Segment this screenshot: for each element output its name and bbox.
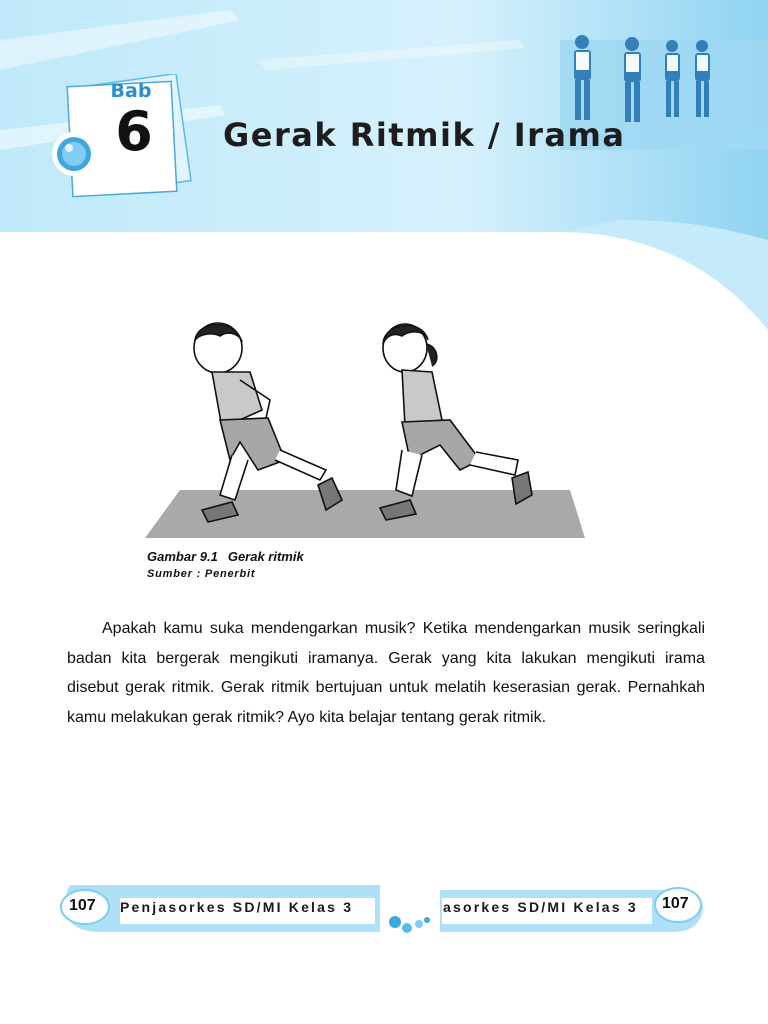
figure-source: Sumber : Penerbit (147, 568, 256, 580)
chapter-number: 6 (115, 100, 153, 163)
chapter-title: Gerak Ritmik / Irama (223, 116, 626, 154)
left-footer-text: Penjasorkes SD/MI Kelas 3 (120, 899, 354, 915)
figure-number: Gambar 9.1 (147, 549, 218, 564)
left-page-number: 107 (69, 897, 96, 914)
right-footer-text: asorkes SD/MI Kelas 3 (443, 899, 638, 915)
body-paragraph: Apakah kamu suka mendengarkan musik? Ketika mendengarkan musik seringkali badan kita bergerak mengikuti iramanya. Gerak yang kita lakukan mengikuti irama disebut gerak ritmik. Gerak ritmik bertujuan untuk melatih keserasian gerak. Pernahkah kamu melakukan gerak ritmik? Ayo kita belajar tentang gerak ritmik. (67, 620, 705, 726)
right-page-number: 107 (662, 895, 689, 912)
rhythmic-movement-illustration (140, 310, 590, 542)
figure-caption (147, 549, 314, 564)
figure-title: Gerak ritmik (227, 549, 304, 564)
chapter-label: Bab (110, 80, 152, 102)
chapter-bullet-icon (48, 128, 100, 180)
